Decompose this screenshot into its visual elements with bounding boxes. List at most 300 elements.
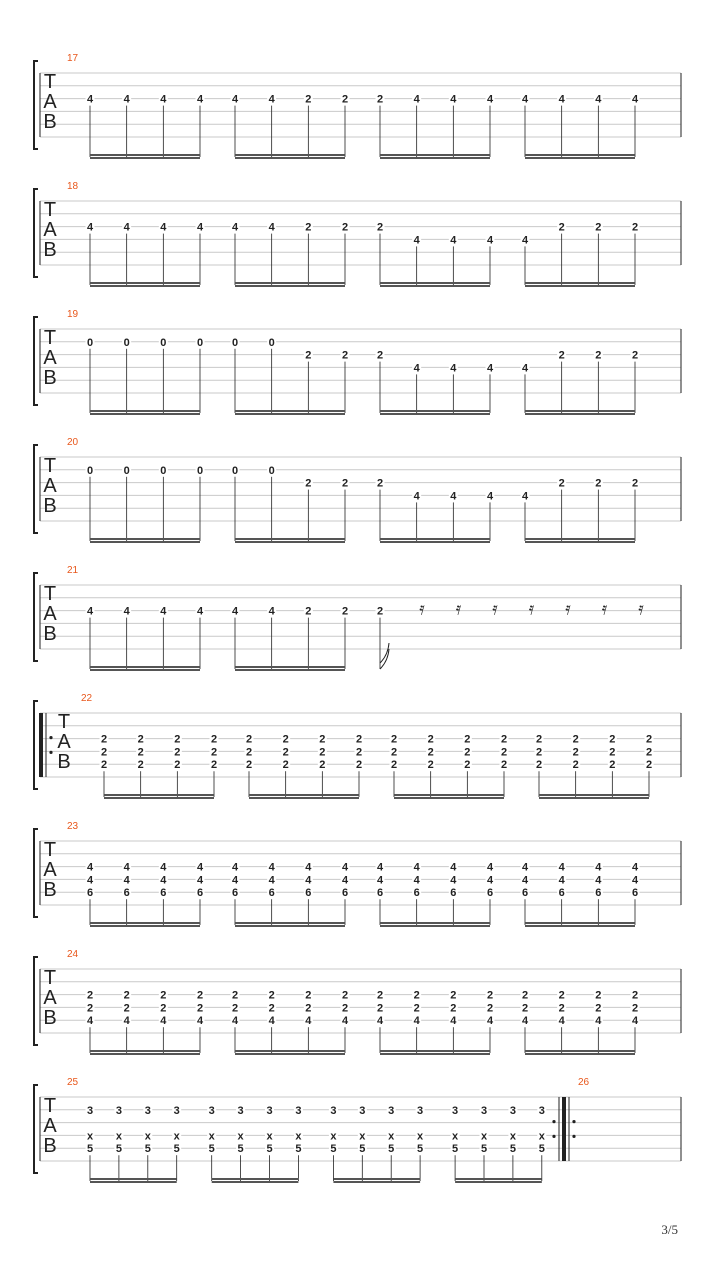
- fret-number: 5: [173, 1143, 180, 1156]
- fret-number: 2: [631, 989, 639, 1002]
- system-bracket: [34, 317, 38, 405]
- tab-letter-t: T: [43, 455, 57, 477]
- fret-number: 4: [631, 93, 639, 106]
- note-flag: [380, 643, 389, 663]
- fret-number: 2: [305, 349, 312, 362]
- beam-secondary: [380, 1053, 490, 1055]
- beam-secondary: [235, 925, 345, 927]
- tab-letter-t: T: [43, 1095, 57, 1117]
- fret-number: 2: [595, 221, 602, 234]
- fret-number: 0: [123, 464, 130, 477]
- beam-primary: [394, 794, 504, 796]
- fret-number: 0: [268, 464, 275, 477]
- fret-number: 6: [376, 887, 384, 900]
- fret-number: 4: [595, 93, 602, 106]
- sixteenth-rest-icon: 𝄿: [565, 598, 571, 620]
- fret-number: x: [115, 1130, 122, 1143]
- beam-secondary: [235, 157, 345, 159]
- fret-number: 2: [137, 759, 144, 772]
- fret-number: 2: [160, 989, 167, 1002]
- beam-primary: [525, 282, 635, 284]
- fret-number: 6: [196, 887, 204, 900]
- fret-number: 4: [123, 861, 130, 874]
- system-bracket: [34, 957, 38, 1045]
- fret-number: 2: [305, 1002, 312, 1015]
- beam-secondary: [90, 285, 200, 287]
- fret-number: x: [237, 1130, 244, 1143]
- sixteenth-rest-icon: 𝄿: [419, 598, 425, 620]
- fret-number: 2: [355, 759, 363, 772]
- fret-number: 4: [413, 93, 420, 106]
- fret-number: 2: [558, 349, 565, 362]
- fret-number: x: [295, 1130, 302, 1143]
- tab-letter-a: A: [43, 603, 57, 625]
- fret-number: 5: [208, 1143, 215, 1156]
- fret-number: 4: [413, 1015, 420, 1028]
- beam-primary: [90, 1050, 200, 1052]
- beam-primary: [249, 794, 359, 796]
- beam-primary: [235, 922, 345, 924]
- fret-number: 4: [558, 874, 565, 887]
- fret-number: 4: [231, 1015, 239, 1028]
- fret-number: 4: [268, 605, 275, 618]
- fret-number: 2: [450, 1002, 457, 1015]
- fret-number: 0: [86, 336, 94, 349]
- fret-number: 4: [521, 362, 529, 375]
- fret-number: 5: [359, 1143, 366, 1156]
- fret-number: 4: [305, 1015, 312, 1028]
- beam-secondary: [380, 285, 490, 287]
- beam-secondary: [380, 413, 490, 415]
- beam-primary: [525, 410, 635, 412]
- beam-secondary: [380, 925, 490, 927]
- fret-number: 2: [305, 989, 312, 1002]
- beam-secondary: [235, 541, 345, 543]
- beam-secondary: [212, 1181, 299, 1183]
- fret-number: 0: [123, 336, 130, 349]
- fret-number: x: [330, 1130, 337, 1143]
- beam-primary: [525, 922, 635, 924]
- fret-number: 4: [341, 1015, 349, 1028]
- fret-number: 4: [231, 605, 239, 618]
- fret-number: 4: [595, 861, 602, 874]
- beam-secondary: [235, 285, 345, 287]
- fret-number: 2: [305, 477, 312, 490]
- fret-number: 4: [86, 861, 94, 874]
- fret-number: 2: [413, 989, 420, 1002]
- fret-number: 4: [413, 861, 420, 874]
- fret-number: 4: [196, 861, 204, 874]
- beam-primary: [235, 1050, 345, 1052]
- fret-number: 3: [538, 1104, 545, 1117]
- fret-number: 2: [486, 989, 494, 1002]
- beam-secondary: [90, 157, 200, 159]
- fret-number: 2: [609, 746, 616, 759]
- fret-number: 2: [268, 1002, 275, 1015]
- tab-letter-a: A: [43, 1115, 57, 1137]
- fret-number: 5: [480, 1143, 488, 1156]
- fret-number: 4: [521, 234, 529, 247]
- fret-number: 2: [174, 759, 181, 772]
- fret-number: 4: [413, 874, 420, 887]
- measure-number: 24: [67, 949, 79, 960]
- beam-primary: [333, 1178, 420, 1180]
- fret-number: 4: [305, 874, 312, 887]
- fret-number: 6: [595, 887, 602, 900]
- repeat-dot: [572, 1120, 575, 1123]
- fret-number: 4: [521, 874, 529, 887]
- fret-number: 2: [137, 733, 144, 746]
- fret-number: 6: [268, 887, 275, 900]
- fret-number: 4: [450, 874, 457, 887]
- fret-number: 5: [86, 1143, 94, 1156]
- fret-number: 4: [123, 93, 130, 106]
- fret-number: 4: [450, 362, 457, 375]
- fret-number: 4: [160, 874, 167, 887]
- measure-number: 21: [67, 565, 79, 576]
- fret-number: 2: [341, 93, 349, 106]
- fret-number: 2: [376, 989, 384, 1002]
- fret-number: 4: [376, 874, 384, 887]
- fret-number: 5: [330, 1143, 337, 1156]
- fret-number: 4: [631, 861, 639, 874]
- beam-primary: [90, 410, 200, 412]
- beam-secondary: [525, 413, 635, 415]
- system-bracket: [34, 61, 38, 149]
- tab-letter-b: B: [43, 495, 57, 517]
- tab-letter-t: T: [43, 967, 57, 989]
- fret-number: 3: [173, 1104, 180, 1117]
- fret-number: 2: [210, 746, 218, 759]
- fret-number: 2: [196, 989, 204, 1002]
- fret-number: 2: [282, 733, 289, 746]
- fret-number: 4: [486, 234, 494, 247]
- beam-primary: [539, 794, 649, 796]
- fret-number: 2: [268, 989, 275, 1002]
- tab-letter-a: A: [43, 859, 57, 881]
- tab-letter-a: A: [43, 91, 57, 113]
- fret-number: 3: [480, 1104, 488, 1117]
- beam-primary: [235, 666, 345, 668]
- fret-number: 2: [231, 989, 239, 1002]
- beam-primary: [235, 282, 345, 284]
- fret-number: 2: [319, 746, 326, 759]
- fret-number: 2: [341, 989, 349, 1002]
- fret-number: 6: [160, 887, 167, 900]
- fret-number: x: [266, 1130, 273, 1143]
- fret-number: 4: [450, 234, 457, 247]
- beam-secondary: [90, 669, 200, 671]
- fret-number: 2: [305, 221, 312, 234]
- fret-number: 2: [282, 746, 289, 759]
- fret-number: 2: [609, 733, 616, 746]
- fret-number: 4: [196, 874, 204, 887]
- beam-primary: [90, 1178, 177, 1180]
- fret-number: 4: [86, 221, 94, 234]
- fret-number: 2: [245, 733, 253, 746]
- repeat-end-thick-bar: [562, 1097, 566, 1161]
- tab-letter-b: B: [43, 1135, 57, 1157]
- fret-number: x: [388, 1130, 395, 1143]
- fret-number: 2: [521, 1002, 529, 1015]
- beam-primary: [525, 538, 635, 540]
- fret-number: 4: [341, 874, 349, 887]
- beam-secondary: [333, 1181, 420, 1183]
- fret-number: 2: [376, 605, 384, 618]
- fret-number: 4: [196, 605, 204, 618]
- beam-primary: [104, 794, 214, 796]
- fret-number: 2: [500, 733, 508, 746]
- measure-number: 20: [67, 437, 79, 448]
- tab-letter-a: A: [43, 475, 57, 497]
- fret-number: 5: [295, 1143, 302, 1156]
- fret-number: 4: [231, 874, 239, 887]
- fret-number: 4: [196, 221, 204, 234]
- fret-number: 2: [500, 746, 508, 759]
- fret-number: 4: [486, 362, 494, 375]
- tab-letter-b: B: [43, 1007, 57, 1029]
- system-bracket: [34, 701, 38, 789]
- beam-secondary: [235, 669, 345, 671]
- fret-number: 2: [319, 733, 326, 746]
- fret-number: 2: [305, 605, 312, 618]
- fret-number: 6: [231, 887, 239, 900]
- beam-secondary: [249, 797, 359, 799]
- repeat-dot: [552, 1120, 555, 1123]
- fret-number: 4: [86, 93, 94, 106]
- fret-number: 4: [521, 1015, 529, 1028]
- tab-letter-b: B: [43, 879, 57, 901]
- tab-letter-t: T: [57, 711, 71, 733]
- fret-number: 2: [376, 1002, 384, 1015]
- tab-letter-b: B: [57, 751, 71, 773]
- fret-number: 2: [245, 759, 253, 772]
- fret-number: 2: [558, 1002, 565, 1015]
- fret-number: 2: [572, 759, 579, 772]
- fret-number: 2: [376, 93, 384, 106]
- beam-primary: [380, 154, 490, 156]
- tab-letter-t: T: [43, 583, 57, 605]
- beam-secondary: [380, 541, 490, 543]
- fret-number: 0: [86, 464, 94, 477]
- beam-primary: [525, 1050, 635, 1052]
- sixteenth-rest-icon: 𝄿: [638, 598, 644, 620]
- fret-number: 2: [355, 746, 363, 759]
- fret-number: 2: [645, 733, 653, 746]
- fret-number: x: [173, 1130, 180, 1143]
- note-flag: [380, 649, 389, 669]
- fret-number: 4: [521, 93, 529, 106]
- fret-number: 5: [509, 1143, 516, 1156]
- fret-number: 2: [123, 1002, 130, 1015]
- beam-secondary: [455, 1181, 542, 1183]
- beam-primary: [455, 1178, 542, 1180]
- fret-number: 2: [413, 1002, 420, 1015]
- beam-secondary: [394, 797, 504, 799]
- system-bracket: [34, 573, 38, 661]
- system-bracket: [34, 189, 38, 277]
- measure-number: 18: [67, 181, 79, 192]
- fret-number: 2: [100, 746, 108, 759]
- beam-secondary: [525, 1053, 635, 1055]
- fret-number: 6: [631, 887, 639, 900]
- page-number: 3/5: [661, 1222, 678, 1237]
- beam-primary: [235, 154, 345, 156]
- fret-number: 2: [558, 477, 565, 490]
- fret-number: x: [417, 1130, 424, 1143]
- tab-letter-t: T: [43, 71, 57, 93]
- fret-number: 4: [341, 861, 349, 874]
- fret-number: 4: [558, 93, 565, 106]
- beam-primary: [90, 666, 200, 668]
- fret-number: 4: [486, 490, 494, 503]
- system-bracket: [34, 1085, 38, 1173]
- fret-number: 2: [558, 221, 565, 234]
- fret-number: 6: [305, 887, 312, 900]
- tab-letter-b: B: [43, 111, 57, 133]
- fret-number: 4: [123, 221, 130, 234]
- fret-number: 2: [341, 605, 349, 618]
- fret-number: 4: [268, 221, 275, 234]
- fret-number: 2: [174, 733, 181, 746]
- sixteenth-rest-icon: 𝄿: [492, 598, 498, 620]
- beam-secondary: [104, 797, 214, 799]
- fret-number: 4: [558, 1015, 565, 1028]
- fret-number: 4: [521, 861, 529, 874]
- fret-number: 2: [100, 733, 108, 746]
- fret-number: 2: [427, 759, 434, 772]
- measure-number: 19: [67, 309, 79, 320]
- fret-number: 6: [413, 887, 420, 900]
- measure-number: 17: [67, 53, 79, 64]
- fret-number: 4: [450, 93, 457, 106]
- fret-number: 4: [268, 93, 275, 106]
- fret-number: 6: [558, 887, 565, 900]
- fret-number: 4: [486, 874, 494, 887]
- fret-number: 2: [390, 759, 398, 772]
- beam-primary: [380, 282, 490, 284]
- beam-secondary: [235, 1053, 345, 1055]
- fret-number: 4: [160, 1015, 167, 1028]
- fret-number: x: [86, 1130, 94, 1143]
- fret-number: 4: [160, 861, 167, 874]
- fret-number: 3: [452, 1104, 459, 1117]
- beam-secondary: [90, 413, 200, 415]
- fret-number: 4: [486, 93, 494, 106]
- system-bracket: [34, 829, 38, 917]
- beam-secondary: [90, 925, 200, 927]
- tab-letter-a: A: [43, 219, 57, 241]
- fret-number: 5: [144, 1143, 151, 1156]
- repeat-dot: [49, 736, 52, 739]
- beam-primary: [380, 538, 490, 540]
- beam-primary: [90, 282, 200, 284]
- beam-secondary: [525, 925, 635, 927]
- fret-number: 5: [115, 1143, 122, 1156]
- fret-number: 2: [86, 989, 94, 1002]
- fret-number: 2: [535, 733, 543, 746]
- measure-number: 22: [81, 693, 93, 704]
- fret-number: 6: [450, 887, 457, 900]
- fret-number: 2: [464, 759, 471, 772]
- fret-number: 4: [196, 93, 204, 106]
- repeat-dot: [552, 1135, 555, 1138]
- tab-letter-t: T: [43, 839, 57, 861]
- beam-primary: [90, 538, 200, 540]
- fret-number: 2: [427, 746, 434, 759]
- fret-number: 2: [376, 221, 384, 234]
- fret-number: x: [538, 1130, 545, 1143]
- tab-letter-a: A: [57, 731, 71, 753]
- fret-number: 2: [645, 746, 653, 759]
- fret-number: 0: [231, 464, 239, 477]
- fret-number: 2: [521, 989, 529, 1002]
- beam-primary: [212, 1178, 299, 1180]
- fret-number: 5: [237, 1143, 244, 1156]
- fret-number: 0: [196, 336, 204, 349]
- fret-number: 0: [268, 336, 275, 349]
- fret-number: 2: [174, 746, 181, 759]
- repeat-start-thick-bar: [39, 713, 43, 777]
- fret-number: 5: [388, 1143, 395, 1156]
- fret-number: 2: [464, 733, 471, 746]
- sixteenth-rest-icon: 𝄿: [528, 598, 535, 620]
- fret-number: 3: [509, 1104, 516, 1117]
- fret-number: 2: [390, 746, 398, 759]
- fret-number: 2: [341, 349, 349, 362]
- fret-number: 5: [417, 1143, 424, 1156]
- fret-number: 2: [245, 746, 253, 759]
- tab-letter-t: T: [43, 199, 57, 221]
- fret-number: 2: [558, 989, 565, 1002]
- fret-number: 4: [305, 861, 312, 874]
- fret-number: 3: [295, 1104, 302, 1117]
- tab-letter-b: B: [43, 239, 57, 261]
- fret-number: 3: [115, 1104, 122, 1117]
- fret-number: 2: [160, 1002, 167, 1015]
- fret-number: 4: [413, 234, 420, 247]
- fret-number: 2: [609, 759, 616, 772]
- fret-number: 4: [558, 861, 565, 874]
- fret-number: 4: [231, 221, 239, 234]
- fret-number: 2: [341, 221, 349, 234]
- tab-letter-t: T: [43, 327, 57, 349]
- tab-letter-a: A: [43, 347, 57, 369]
- beam-primary: [235, 410, 345, 412]
- fret-number: 2: [464, 746, 471, 759]
- fret-number: 4: [86, 874, 94, 887]
- fret-number: 2: [282, 759, 289, 772]
- fret-number: 2: [137, 746, 144, 759]
- fret-number: 4: [268, 874, 275, 887]
- beam-secondary: [380, 157, 490, 159]
- fret-number: 4: [413, 490, 420, 503]
- fret-number: 2: [86, 1002, 94, 1015]
- sixteenth-rest-icon: 𝄿: [455, 598, 462, 620]
- fret-number: 2: [572, 746, 579, 759]
- fret-number: 5: [538, 1143, 545, 1156]
- fret-number: x: [359, 1130, 366, 1143]
- fret-number: 2: [231, 1002, 239, 1015]
- fret-number: 0: [160, 336, 167, 349]
- measure-number: 25: [67, 1077, 79, 1088]
- beam-primary: [90, 154, 200, 156]
- fret-number: 2: [376, 477, 384, 490]
- fret-number: 4: [268, 861, 275, 874]
- fret-number: 2: [355, 733, 363, 746]
- repeat-dot: [49, 751, 52, 754]
- fret-number: 2: [450, 989, 457, 1002]
